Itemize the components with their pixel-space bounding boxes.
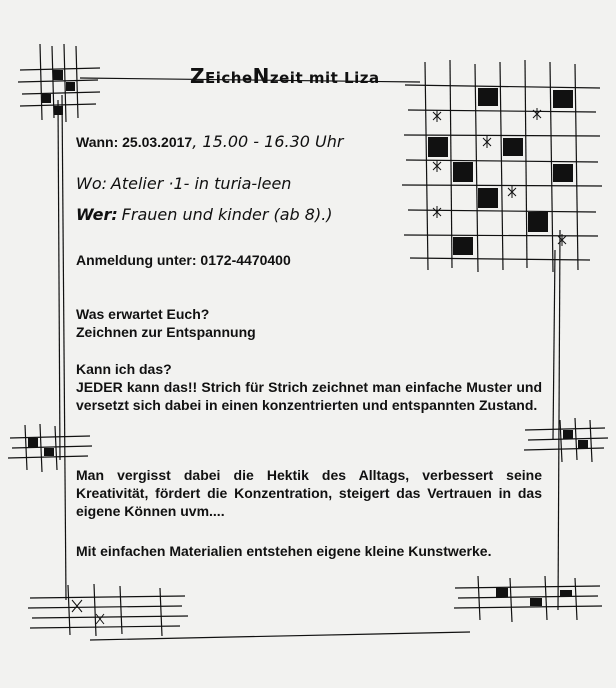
section-paragraph-3: Man vergisst dabei die Hektik des Alltags, verbessert seine Kreativität, fördert die Konzentration, steigert das Vertrauen in das eigene Können uvm.... [76,467,542,519]
where-value: Atelier ·1- in turia-leen [110,174,292,193]
title-letter-n: N [252,64,270,88]
when-time: , 15.00 - 16.30 Uhr [192,132,344,151]
section-answer-1: Zeichnen zur Entspannung [76,324,256,340]
where-line [76,174,291,193]
section-paragraph-4: Mit einfachen Materialien entstehen eigene kleine Kunstwerke. [76,543,492,559]
when-line [76,132,343,151]
title-part-eiche: Eiche [205,69,253,87]
flyer-title [190,64,380,88]
registration-line: Anmeldung unter: 0172-4470400 [76,252,291,268]
where-label: Wo: [76,174,107,193]
who-line [76,205,333,224]
section-question-2: Kann ich das? [76,361,172,377]
who-value: Frauen und kinder (ab 8).) [121,205,333,224]
when-label: Wann: 25.03.2017 [76,134,193,150]
title-part-zeit: zeit mit Liza [269,69,380,87]
who-label: Wer: [76,205,118,224]
title-letter-z: Z [190,64,206,88]
section-question-1: Was erwartet Euch? [76,306,210,322]
section-answer-2: JEDER kann das!! Strich für Strich zeichnet man einfache Muster und versetzt sich dabei in einen konzentrierten und entspannten Zustand. [76,379,542,413]
